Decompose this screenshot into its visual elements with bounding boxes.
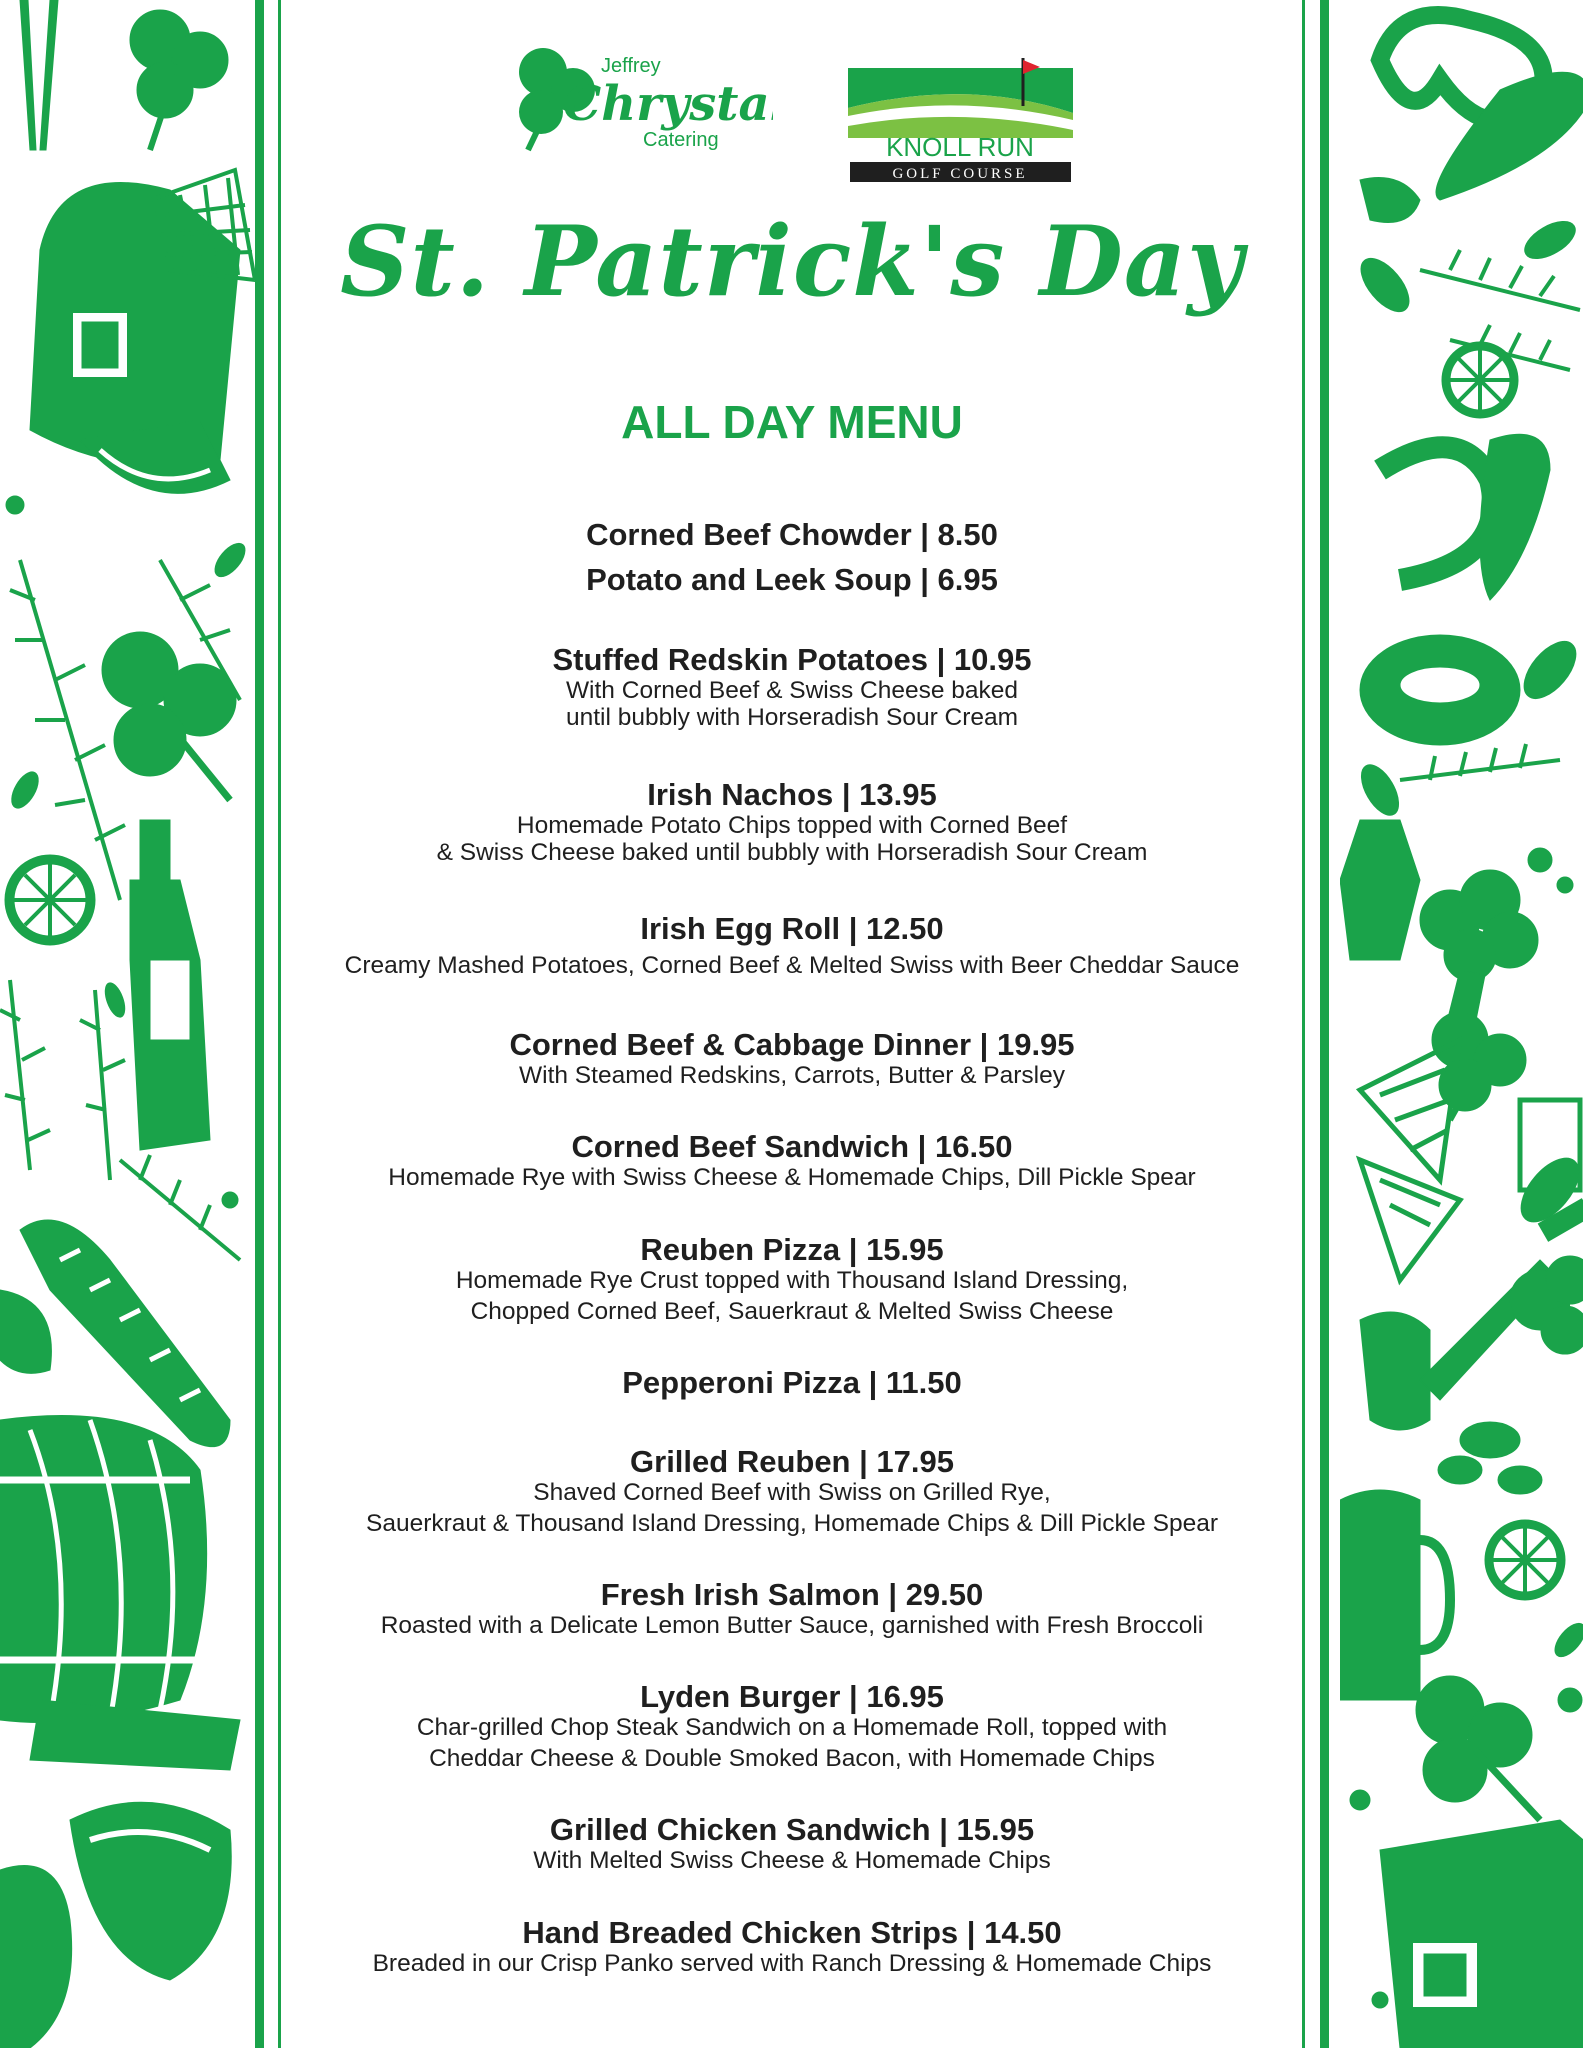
menu-item bbox=[275, 1916, 1309, 1977]
menu-item-title: Pepperoni Pizza | 11.50 bbox=[622, 1365, 962, 1400]
menu-item-description: Creamy Mashed Potatoes, Corned Beef & Melted Swiss with Beer Cheddar Sauce bbox=[344, 952, 1240, 979]
menu-item-title: Potato and Leek Soup | 6.95 bbox=[586, 562, 998, 597]
menu-content bbox=[283, 0, 1301, 2048]
golf-logo-line2: GOLF COURSE bbox=[892, 166, 1028, 182]
menu-item-title: Corned Beef Chowder | 8.50 bbox=[586, 517, 998, 552]
menu-item bbox=[275, 912, 1309, 979]
menu-item bbox=[275, 643, 1309, 731]
lime-slice-icon bbox=[5, 855, 95, 945]
catering-logo-line2: Chrystal bbox=[563, 76, 773, 132]
menu-item-description: Homemade Rye Crust topped with Thousand Island Dressing, bbox=[455, 1267, 1129, 1294]
menu-item bbox=[275, 1813, 1309, 1874]
menu-item-title: Corned Beef & Cabbage Dinner | 19.95 bbox=[509, 1027, 1075, 1062]
menu-item-description: & Swiss Cheese baked until bubbly with Horseradish Sour Cream bbox=[436, 839, 1148, 866]
bottle-icon bbox=[130, 820, 210, 1150]
right-decorative-panel bbox=[1340, 0, 1583, 2048]
menu-item-description: Cheddar Cheese & Double Smoked Bacon, with Homemade Chips bbox=[429, 1745, 1155, 1772]
bottle-icon bbox=[1340, 820, 1420, 960]
menu-item bbox=[275, 778, 1309, 866]
menu-item-title: Irish Egg Roll | 12.50 bbox=[640, 911, 944, 946]
menu-item-title: Stuffed Redskin Potatoes | 10.95 bbox=[552, 642, 1032, 677]
catering-logo bbox=[493, 32, 773, 162]
beer-mug-icon bbox=[1340, 1490, 1450, 1700]
broccoli-icon bbox=[1510, 1256, 1583, 1354]
page-subtitle: ALL DAY MENU bbox=[621, 396, 963, 448]
leaf-icon bbox=[1352, 214, 1581, 320]
menu-item-title: Fresh Irish Salmon | 29.50 bbox=[600, 1577, 984, 1612]
menu-item-title: Lyden Burger | 16.95 bbox=[640, 1679, 944, 1714]
menu-item bbox=[275, 1233, 1309, 1325]
menu-item bbox=[275, 1366, 1309, 1400]
menu-item-description: With Steamed Redskins, Carrots, Butter & Parsley bbox=[519, 1062, 1065, 1089]
shamrock-icon bbox=[1416, 1676, 1540, 1820]
page-title: St. Patrick's Day bbox=[340, 205, 1244, 318]
left-decorative-panel bbox=[0, 0, 255, 2048]
menu-item bbox=[275, 1680, 1309, 1772]
leprechaun-hat-icon bbox=[1380, 1820, 1583, 2048]
menu-item-description: Roasted with a Delicate Lemon Butter Sauce, garnished with Fresh Broccoli bbox=[380, 1612, 1204, 1639]
menu-item bbox=[275, 1578, 1309, 1639]
menu-item-description: Chopped Corned Beef, Sauerkraut & Melted Swiss Cheese bbox=[470, 1298, 1114, 1325]
bread-icon bbox=[0, 1220, 230, 1447]
menu-item-title: Irish Nachos | 13.95 bbox=[647, 777, 937, 812]
herb-sprig-icon bbox=[1528, 848, 1573, 893]
menu-item-description: With Corned Beef & Swiss Cheese baked bbox=[565, 677, 1019, 704]
border-line-right-thick bbox=[1320, 0, 1329, 2048]
menu-item bbox=[275, 1130, 1309, 1191]
catering-logo-line1: Jeffrey bbox=[601, 55, 661, 77]
menu-item-description: Sauerkraut & Thousand Island Dressing, Homemade Chips & Dill Pickle Spear bbox=[365, 1510, 1218, 1537]
menu-item bbox=[275, 1028, 1309, 1089]
leaf-icon bbox=[6, 496, 251, 1208]
herb-sprig-icon bbox=[1438, 1422, 1542, 1494]
menu-item bbox=[275, 518, 1309, 552]
menu-item-description: With Melted Swiss Cheese & Homemade Chips bbox=[533, 1847, 1051, 1874]
lemon-slice-icon bbox=[1485, 1520, 1565, 1600]
menu-item-description: Breaded in our Crisp Panko served with Ranch Dressing & Homemade Chips bbox=[372, 1950, 1212, 1977]
border-line-left-thick bbox=[255, 0, 264, 2048]
bagel-icon bbox=[1360, 635, 1520, 745]
menu-item bbox=[275, 1445, 1309, 1537]
horseshoe-icon bbox=[1380, 447, 1493, 580]
chili-pepper-icon bbox=[1480, 434, 1550, 600]
menu-item-title: Hand Breaded Chicken Strips | 14.50 bbox=[522, 1915, 1062, 1950]
lemon-slice-icon bbox=[1442, 342, 1518, 418]
scallion-icon bbox=[20, 0, 58, 150]
golf-logo bbox=[848, 58, 1073, 188]
catering-logo-line3: Catering bbox=[643, 129, 719, 151]
menu-item-description: Homemade Rye with Swiss Cheese & Homemade Chips, Dill Pickle Spear bbox=[388, 1164, 1196, 1191]
herb-sprig-icon bbox=[1400, 744, 1560, 780]
barrel-icon bbox=[0, 1416, 240, 1770]
menu-item-title: Corned Beef Sandwich | 16.50 bbox=[571, 1129, 1013, 1164]
menu-item-description: Homemade Potato Chips topped with Corned Beef bbox=[516, 812, 1068, 839]
taco-icon bbox=[0, 1802, 231, 2048]
shamrock-icon bbox=[130, 10, 228, 150]
menu-item-title: Grilled Chicken Sandwich | 15.95 bbox=[549, 1812, 1035, 1847]
logo-row bbox=[283, 30, 1301, 182]
menu-item-description: until bubbly with Horseradish Sour Cream bbox=[565, 704, 1019, 731]
menu-item-title: Grilled Reuben | 17.95 bbox=[630, 1444, 954, 1479]
menu-item-description: Char-grilled Chop Steak Sandwich on a Homemade Roll, topped with bbox=[416, 1714, 1168, 1741]
menu-item bbox=[275, 563, 1309, 597]
menu-item-title: Reuben Pizza | 15.95 bbox=[640, 1232, 944, 1267]
menu-item-description: Shaved Corned Beef with Swiss on Grilled Rye, bbox=[533, 1479, 1051, 1506]
golf-logo-line1: KNOLL RUN bbox=[886, 132, 1034, 162]
